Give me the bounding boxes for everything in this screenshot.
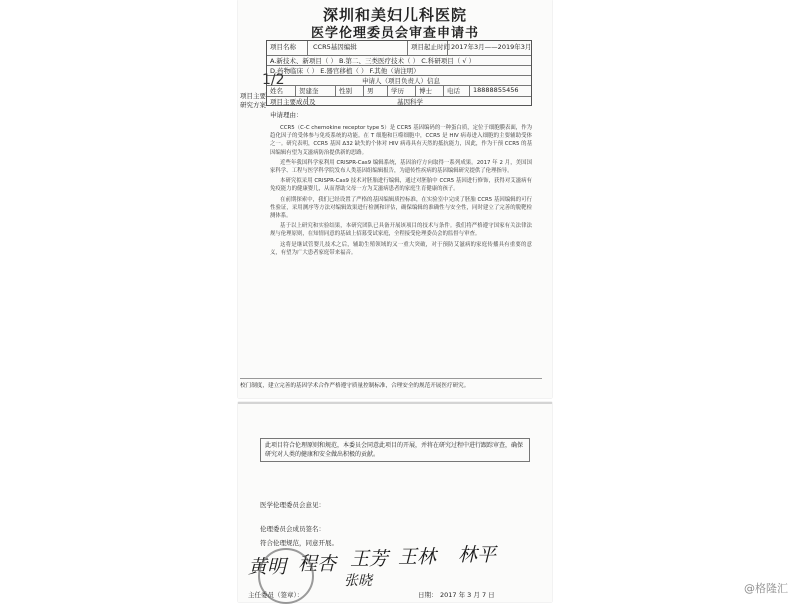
committee-opinion-label: 医学伦理委员会意见： [260, 501, 325, 509]
body-paragraph-6: 这将是继试管婴儿技术之后，辅助生殖领域的又一重大突破，对于预防艾滋病的家庭传播具有重要的意义，有望为广大患者家庭带来福音。 [270, 241, 532, 256]
signature-1: 黄明 [248, 556, 287, 578]
date-label: 日期： [418, 591, 438, 599]
hospital-name: 深圳和美妇儿科医院 [322, 6, 467, 24]
reason-label: 申请理由： [270, 111, 303, 119]
committee-members-label: 伦理委员会成员签名： [260, 525, 325, 533]
signature-5: 林平 [458, 544, 497, 566]
phone-label: 电话 [447, 87, 460, 95]
chair-label: 主任委员（签章）： [248, 591, 304, 599]
body-paragraph-5: 基于以上研究和实验结果，本研究团队已具备开展该项目的技术与条件。我们将严格遵守国家有关法律法规与伦理原则，在知情同意的基础上招募受试家庭，全程接受伦理委员会的监督与审查。 [270, 223, 532, 238]
left-side-labels [240, 92, 266, 110]
applicant-header: 申请人（项目负责人）信息 [362, 77, 440, 85]
form-row-department [267, 96, 531, 106]
watermark: @格隆汇 [744, 582, 788, 595]
period-value: 2017年3月——2019年3月 [451, 43, 532, 51]
degree-label: 学历 [391, 87, 404, 95]
left-label-2: 研究方案 [240, 101, 266, 109]
date-value: 2017 年 3 月 7 日 [440, 591, 495, 599]
project-name-value: CCR5基因编辑 [313, 43, 357, 51]
page2-intro: 此项目符合伦理原则和规范，本委员会同意此项目的开展，并将在研究过程中进行跟踪审查，确保研究对人类的健康和安全做出积极的贡献。 [260, 438, 530, 462]
category-options-line-2: D.药物临床（ ） E.器官移植（ ） F.其他（请注明） [270, 67, 420, 75]
body-paragraph-3: 本研究拟采用 CRISPR-Cas9 技术对胚胎进行编辑，通过对胚胎中 CCR5 基因进行修饰，获得对艾滋病有免疫能力的健康婴儿，从而帮助父母一方为艾滋病患者的家庭生育健康的孩子。 [270, 178, 532, 193]
degree-value: 博士 [419, 87, 432, 95]
application-body [270, 124, 532, 259]
period-label: 项目起止时间 [411, 43, 450, 51]
closing-line: 校门制度，建立完善的基因学术合作严格遵守质量控制标准，合理安全的规范开展医疗研究。 [240, 378, 542, 389]
category-options-line-1: A.新技术、新项目（ ） B.第二、三类医疗技术（ ） C.科研项目（ √ ） [270, 57, 476, 65]
department-label: 项目主要成员及 [270, 98, 316, 106]
signature-3: 王芳 [350, 548, 389, 570]
gender-label: 性别 [339, 87, 352, 95]
form-row-project [267, 41, 531, 56]
signature-4: 王林 [398, 546, 437, 568]
gender-value: 男 [367, 87, 374, 95]
department-value: 基因科学 [397, 98, 423, 106]
phone-value: 18888855456 [473, 86, 519, 94]
signature-6: 张晓 [344, 573, 372, 589]
signature-2: 程杏 [298, 553, 337, 575]
body-paragraph-2: 近些年我国科学家利用 CRISPR-Cas9 编辑系统，基因治疗方向取得一系列成果。2017 年 2 月，美国国家科学、工程与医学科学院发布人类基因组编辑报告，为遗传性疾病的基因编辑研究提供了伦理指导。 [270, 159, 532, 175]
body-paragraph-1: CCR5（C-C chemokine receptor type 5）是 CCR5 基因编码的一种蛋白质，定位于细胞膜表面，作为趋化因子的受体参与免疫系统的功能。在 T 细胞和巨噬细胞中，CCR5 是 HIV 病毒进入细胞的主要辅助受体之一。研究表明，CCR5 基因 Δ32 缺失的个体对 HIV 病毒具有天然的抵抗能力，因此，作为干预 CCR5 的基因编辑有望为艾滋病防治提供新的思路。 [270, 125, 532, 156]
official-seal [258, 548, 314, 604]
compliance-statement: 符合伦理规范，同意开展。 [260, 539, 338, 547]
body-paragraph-4: 在前期探索中，我们已经设置了严格的基因编辑质控标准，在实验室中完成了胚胎 CCR5 基因编辑的可行性验证，采用测序等方法对编辑效果进行检测和评估，确保编辑的准确性与安全性，同时建立了完善的脱靶检测体系。 [270, 196, 532, 220]
form-title: 医学伦理委员会审查申请书 [310, 26, 479, 41]
left-label-1: 项目主要 [240, 92, 266, 100]
document-page-1 [238, 0, 552, 398]
page-marker: 1/2 [262, 72, 285, 88]
name-value: 贺建奎 [299, 87, 319, 95]
project-name-label: 项目名称 [270, 43, 296, 51]
name-label: 姓名 [270, 87, 283, 95]
application-form-table [266, 40, 532, 106]
